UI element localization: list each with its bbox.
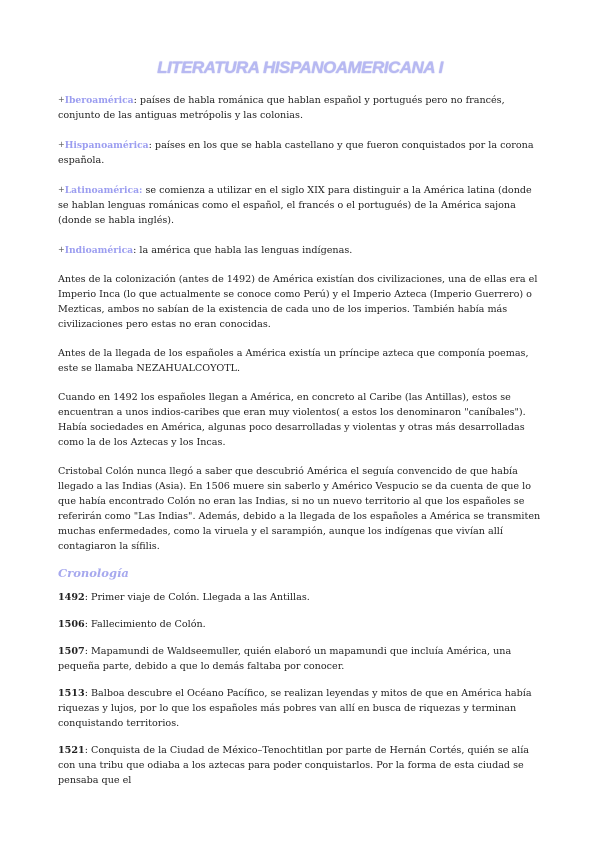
chronology-text: : Primer viaje de Colón. Llegada a las Antillas. — [84, 592, 310, 603]
plus-bullet: + — [58, 245, 65, 254]
paragraph-nezahualcoyotl: Antes de la llegada de los españoles a América existía un príncipe azteca que componía poemas, este se llamaba NEZAHUALCOYOTL. — [58, 348, 529, 374]
paragraph-1492: Cuando en 1492 los españoles llegan a América, en concreto al Caribe (las Antillas), estos se encuentran a unos indios-caribes que eran muy violentos( a estos los denominaron "caníbales"). Había sociedades en América, algunas poco desarrolladas y violentas y otras más desarrolladas como la de los Aztecas y los Incas. — [58, 392, 526, 448]
chronology-entry — [58, 590, 542, 605]
chronology-year: 1521 — [58, 745, 85, 756]
chronology-text: : Conquista de la Ciudad de México–Tenochtitlan por parte de Hernán Cortés, quién se alía con una tribu que odiaba a los aztecas para poder conquistarlos. Por la forma de esta ciudad se pensaba que el — [58, 745, 529, 786]
chronology-year: 1507 — [58, 646, 85, 657]
plus-bullet: + — [58, 95, 65, 104]
definition-hispanoamerica — [58, 137, 542, 168]
chronology-entry — [58, 644, 542, 674]
term-label: Iberoamérica — [64, 95, 134, 106]
plus-bullet: + — [58, 140, 65, 149]
chronology-entry — [58, 686, 542, 731]
term-label: Hispanoamérica — [64, 140, 149, 151]
definition-text: se comienza a utilizar en el siglo XIX para distinguir a la América latina (donde se hablan lenguas románicas como el español, el francés o el portugués) de la América sajona (donde se habla inglés). — [58, 185, 532, 226]
definition-indioamerica — [58, 242, 542, 258]
chronology-entry — [58, 743, 542, 788]
definition-latinoamerica — [58, 182, 542, 228]
definition-text: : países de habla románica que hablan español y portugués pero no francés, conjunto de las antiguas metrópolis y las colonias. — [58, 95, 505, 121]
plus-bullet: + — [58, 185, 65, 194]
document-title: LITERATURA HISPANOAMERICANA I — [157, 58, 443, 77]
definition-text: : países en los que se habla castellano y que fueron conquistados por la corona española. — [58, 140, 534, 166]
chronology-year: 1492 — [58, 592, 85, 603]
chronology-text: : Balboa descubre el Océano Pacífico, se realizan leyendas y mitos de que en América había riquezas y lujos, por lo que los españoles más pobres van allí en busca de riquezas y terminan conquistando territorios. — [58, 688, 532, 729]
paragraph-colon: Cristobal Colón nunca llegó a saber que descubrió América el seguía convencido de que había llegado a las Indias (Asia). En 1506 muere sin saberlo y Américo Vespucio se da cuenta de que lo que había encontrado Colón no eran las Indias, si no un nuevo territorio al que los españoles se referirán como "Las Indias". Además, debido a la llegada de los españoles a América se transmiten muchas enfermedades, como la viruela y el sarampión, aunque los indígenas que vivían allí contagiaron la sífilis. — [58, 466, 541, 552]
paragraph-colonization: Antes de la colonización (antes de 1492) de América existían dos civilizaciones, una de ellas era el Imperio Inca (lo que actualmente se conoce como Perú) y el Imperio Azteca (Imperio Guerrero) o Mezticas, ambos no sabían de la existencia de cada uno de los imperios. También había más civilizaciones pero estas no eran conocidas. — [58, 274, 538, 330]
term-label: Indioamérica — [64, 245, 134, 256]
chronology-heading: Cronología — [58, 566, 129, 580]
definition-text: : la américa que habla las lenguas indígenas. — [133, 245, 353, 256]
term-label: Latinoamérica: — [64, 185, 143, 196]
chronology-text: : Mapamundi de Waldseemuller, quién elaboró un mapamundi que incluía América, una pequeña parte, debido a que lo demás faltaba por conocer. — [58, 646, 512, 672]
chronology-entry — [58, 617, 542, 632]
chronology-year: 1506 — [58, 619, 85, 630]
chronology-text: : Fallecimiento de Colón. — [84, 619, 206, 630]
definition-iberoamerica — [58, 92, 542, 123]
chronology-year: 1513 — [58, 688, 85, 699]
